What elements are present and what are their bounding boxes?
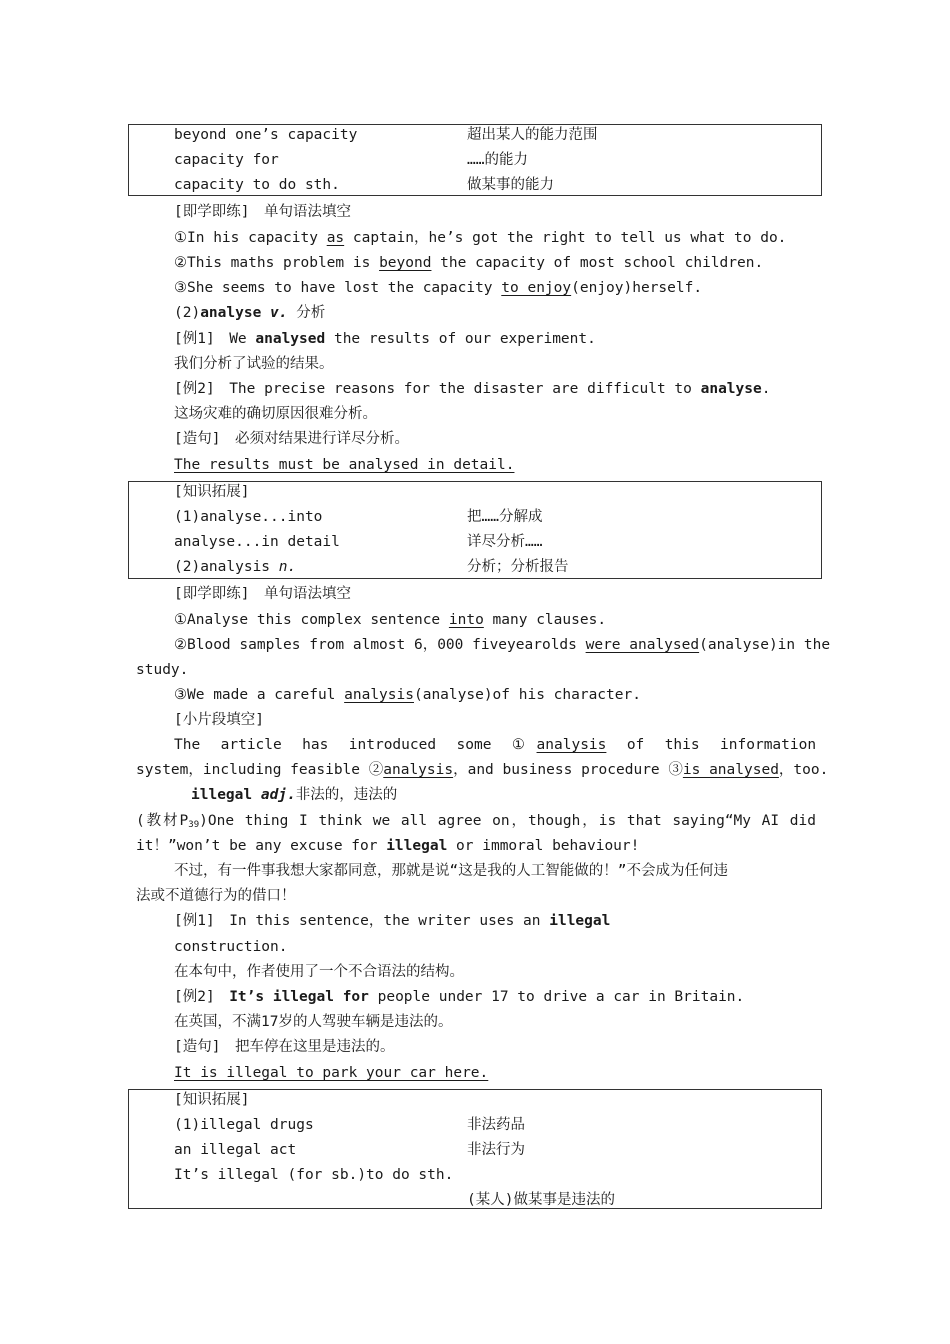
phrase-zh: (某人)做某事是违法的	[467, 1192, 615, 1208]
exercise-answer: analysis	[344, 687, 414, 703]
phrase-en: beyond one’s capacity	[174, 127, 358, 143]
fragment-answer: is analysed	[682, 762, 779, 778]
phrase-en: an illegal act	[174, 1142, 297, 1158]
phrase-en: capacity for	[174, 152, 279, 168]
example-translation: 在英国，不满17岁的人驾驶车辆是违法的。	[174, 1014, 453, 1030]
example-sentence-cont: construction.	[174, 939, 288, 955]
example-sentence: [例2] It’s illegal for people under 17 to drive a car in Britain.	[174, 989, 745, 1005]
phrase-zh: 非法行为	[467, 1142, 525, 1158]
source-translation-cont: 法或不道德行为的借口！	[136, 888, 296, 904]
exercise-sentence-cont: study.	[136, 662, 189, 678]
phrase-en: (1)analyse...into	[174, 509, 323, 525]
phrase-zh: ……的能力	[467, 152, 528, 168]
phrase-en: analyse...in detail	[174, 534, 340, 550]
sentence-making-answer: The results must be analysed in detail.	[174, 457, 515, 473]
entry-title: (2)analyse v. 分析	[174, 305, 326, 321]
example-sentence: [例1] We analysed the results of our experiment.	[174, 331, 596, 347]
fragment-line: system，including feasible ②analysis，and business procedure ③is analysed，too.	[136, 762, 829, 778]
phrase-en: It’s illegal (for sb.)to do sth.	[174, 1167, 454, 1183]
example-sentence: [例1] In this sentence，the writer uses an illegal	[174, 913, 611, 929]
fragment-answer: analysis	[536, 737, 607, 753]
fragment-line: The article has introduced some ①analysis of this information	[174, 737, 817, 753]
exercise-answer: as	[326, 230, 345, 246]
analyse-expansion-box	[128, 481, 822, 579]
example-translation: 这场灾难的确切原因很难分析。	[174, 406, 377, 422]
practice-heading: [即学即练] 单句语法填空	[174, 586, 351, 602]
phrase-zh: 分析；分析报告	[467, 559, 569, 575]
example-translation: 在本句中，作者使用了一个不合语法的结构。	[174, 964, 464, 980]
illegal-expansion-box	[128, 1089, 822, 1209]
exercise-answer: beyond	[379, 255, 432, 271]
exercise-sentence: ①Analyse this complex sentence into many clauses.	[174, 612, 607, 628]
phrase-zh: 超出某人的能力范围	[467, 127, 598, 143]
exercise-sentence: ③We made a careful analysis(analyse)of his character.	[174, 687, 641, 703]
source-translation: 不过，有一件事我想大家都同意，那就是说“这是我的人工智能做的！”不会成为任何违	[174, 863, 728, 879]
capacity-expansion-box	[128, 124, 822, 196]
textbook-source-cont: it！”won’t be any excuse for illegal or immoral behaviour!	[136, 838, 640, 854]
exercise-answer: to enjoy	[501, 280, 572, 296]
box-heading: [知识拓展]	[174, 484, 250, 500]
phrase-en: (1)illegal drugs	[174, 1117, 314, 1133]
practice-heading: [即学即练] 单句语法填空	[174, 204, 351, 220]
fragment-heading: [小片段填空]	[174, 712, 264, 728]
sentence-making-answer: It is illegal to park your car here.	[174, 1065, 489, 1081]
exercise-sentence: ③She seems to have lost the capacity to enjoy(enjoy)herself.	[174, 280, 703, 296]
exercise-sentence: ②This maths problem is beyond the capacity of most school children.	[174, 255, 764, 271]
entry-title: illegal adj.非法的，违法的	[191, 787, 398, 803]
phrase-zh: 做某事的能力	[467, 177, 554, 193]
example-translation: 我们分析了试验的结果。	[174, 356, 334, 372]
exercise-sentence: ②Blood samples from almost 6，000 fiveyearolds were analysed(analyse)in the	[174, 637, 831, 653]
sentence-making-prompt: [造句] 把车停在这里是违法的。	[174, 1039, 395, 1055]
phrase-zh: 详尽分析……	[467, 534, 543, 550]
exercise-answer: were analysed	[585, 637, 700, 653]
sentence-making-prompt: [造句] 必须对结果进行详尽分析。	[174, 431, 409, 447]
phrase-en: capacity to do sth.	[174, 177, 340, 193]
exercise-answer: into	[448, 612, 484, 628]
phrase-en: (2)analysis n.	[174, 559, 297, 575]
textbook-source: (教材$P_{39})One$ thing I think we all agree on，though，is that saying“My AI did	[136, 813, 816, 830]
phrase-zh: 把……分解成	[467, 509, 543, 525]
exercise-sentence: ①In his capacity as captain，he’s got the right to tell us what to do.	[174, 230, 787, 246]
fragment-answer: analysis	[383, 762, 454, 778]
box-heading: [知识拓展]	[174, 1092, 250, 1108]
example-sentence: [例2] The precise reasons for the disaster are difficult to analyse.	[174, 381, 771, 397]
phrase-zh: 非法药品	[467, 1117, 525, 1133]
